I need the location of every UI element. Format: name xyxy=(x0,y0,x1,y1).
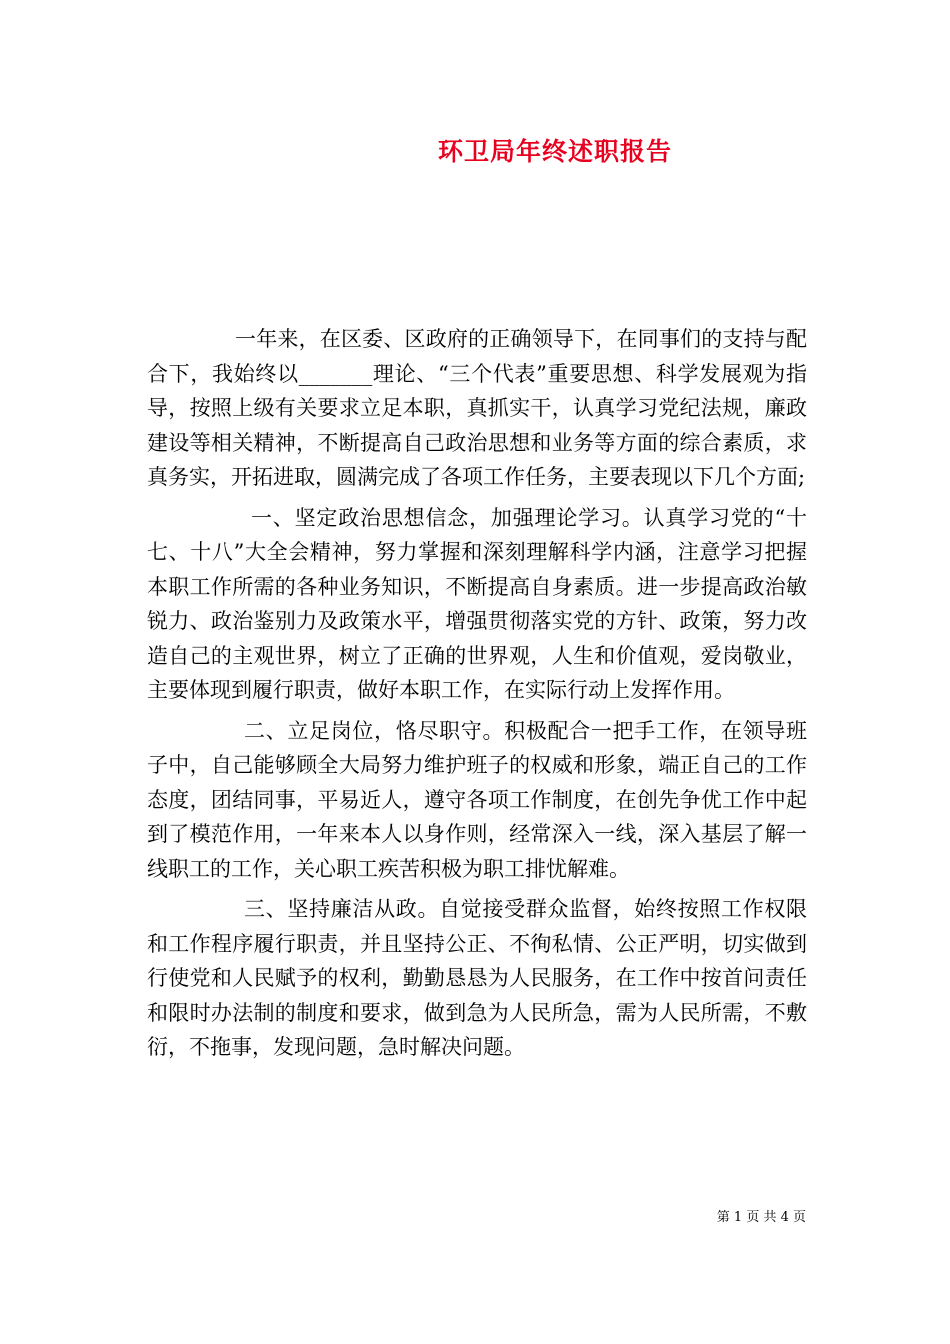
paragraph-section-3: 三、坚持廉洁从政。自觉接受群众监督，始终按照工作权限和工作程序履行职责，并且坚持公正、不徇私情、公正严明，切实做到行使党和人民赋予的权利，勤勤恳恳为人民服务，在工作中按首问责任和限时办法制的制度和要求，做到急为人民所急，需为人民所需，不敷衍，不拖事，发现问题，急时解决问题。 xyxy=(147,897,807,1059)
document-title: 环卫局年终述职报告 xyxy=(437,137,672,166)
paragraph-section-2: 二、立足岗位，恪尽职守。积极配合一把手工作，在领导班子中，自己能够顾全大局努力维护班子的权威和形象，端正自己的工作态度，团结同事，平易近人，遵守各项工作制度，在创先争优工作中起到了模范作用，一年来本人以身作则，经常深入一线，深入基层了解一线职工的工作，关心职工疾苦积极为职工排忧解难。 xyxy=(147,718,807,881)
page-number-footer: 第 1 页 共 4 页 xyxy=(716,1210,806,1225)
paragraph-intro: 一年来，在区委、区政府的正确领导下，在同事们的支持与配合下，我始终以_______理论、“三个代表”重要思想、科学发展观为指导，按照上级有关要求立足本职，真抓实干，认真学习党纪法规，廉政建设等相关精神，不断提高自己政治思想和业务等方面的综合素质，求真务实，开拓进取，圆满完成了各项工作任务，主要表现以下几个方面; xyxy=(147,327,807,489)
paragraph-section-1: 一、坚定政治思想信念，加强理论学习。认真学习党的“十七、十八”大全会精神，努力掌握和深刻理解科学内涵，注意学习把握本职工作所需的各种业务知识，不断提高自身素质。进一步提高政治敏锐力、政治鉴别力及政策水平，增强贯彻落实党的方针、政策，努力改造自己的主观世界，树立了正确的世界观，人生和价值观，爱岗敬业，主要体现到履行职责，做好本职工作，在实际行动上发挥作用。 xyxy=(147,505,807,702)
document-body xyxy=(147,322,807,1065)
